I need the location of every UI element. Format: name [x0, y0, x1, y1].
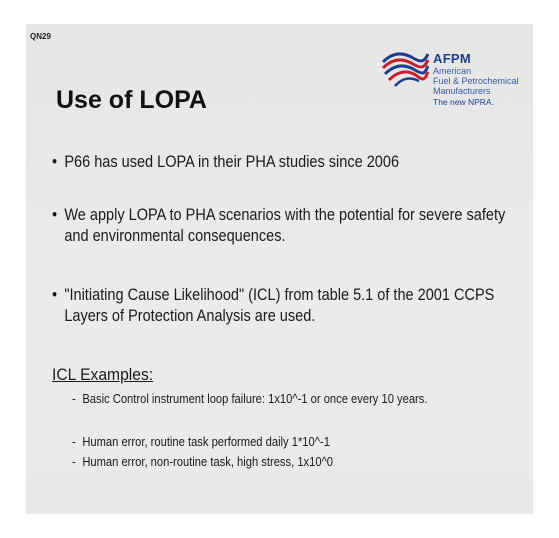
bullet-item: • "Initiating Cause Likelihood" (ICL) from table 5.1 of the 2001 CCPS Layers of Protection Analysis are used.	[52, 285, 522, 327]
icl-example-item: - Human error, routine task performed daily 1*10^-1	[72, 433, 512, 450]
logo-tagline: The new NPRA.	[433, 97, 494, 107]
slide-title: Use of LOPA	[56, 86, 207, 114]
logo-name: AFPM	[433, 51, 472, 66]
logo-subtitle-line: American	[433, 66, 472, 76]
icl-example-item: - Basic Control instrument loop failure: 1x10^-1 or once every 10 years.	[72, 390, 512, 407]
afpm-logo	[381, 40, 521, 140]
slide	[26, 24, 533, 514]
logo-subtitle-line: Manufacturers	[433, 86, 491, 96]
bullet-item: • P66 has used LOPA in their PHA studies since 2006	[52, 152, 522, 173]
slide-id-label: QN29	[30, 32, 51, 41]
bullet-item: • We apply LOPA to PHA scenarios with the potential for severe safety and environmental consequences.	[52, 205, 522, 247]
icl-heading: ICL Examples:	[52, 365, 154, 384]
icl-example-item: - Human error, non-routine task, high stress, 1x10^0	[72, 453, 512, 470]
flag-stripes-icon	[381, 48, 429, 88]
logo-text	[433, 52, 533, 107]
logo-subtitle-line: Fuel & Petrochemical	[433, 76, 519, 86]
